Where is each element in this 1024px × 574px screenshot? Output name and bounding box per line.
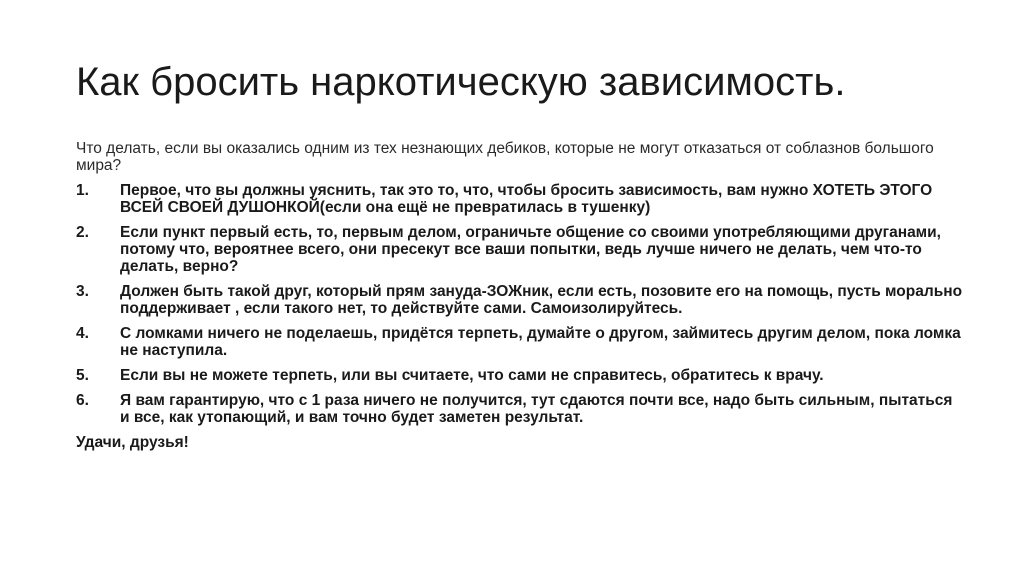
list-item-number: 4.	[76, 325, 89, 342]
list-item-text: Я вам гарантирую, что с 1 раза ничего не получится, тут сдаются почти все, надо быть сильным, пытаться и все, как утопающий, и вам точно будет заметен результат.	[120, 392, 953, 426]
list-item	[76, 325, 966, 359]
slide-content	[76, 140, 966, 451]
list-item	[76, 283, 966, 317]
list-item	[76, 224, 966, 275]
closing-text: Удачи, друзья!	[76, 434, 189, 451]
list-item-number: 3.	[76, 283, 89, 300]
list-item-number: 6.	[76, 392, 89, 409]
list-item-text: Если вы не можете терпеть, или вы считаете, что сами не справитесь, обратитесь к врачу.	[120, 367, 824, 384]
list-item-number: 5.	[76, 367, 89, 384]
list-item-text: Первое, что вы должны уяснить, так это то, что, чтобы бросить зависимость, вам нужно ХОТЕТЬ ЭТОГО ВСЕЙ СВОЕЙ ДУШОНКОЙ(если она ещё не превратилась в тушенку)	[120, 182, 933, 216]
list-item-number: 2.	[76, 224, 89, 241]
list-item	[76, 392, 966, 426]
list-item	[76, 367, 966, 384]
list-item	[76, 182, 966, 216]
slide-title: Как бросить наркотическую зависимость.	[76, 60, 846, 104]
steps-list	[76, 182, 966, 426]
list-item-text: Если пункт первый есть, то, первым делом, ограничьте общение со своими употребляющими друганами, потому что, вероятнее всего, они пресекут все ваши попытки, ведь лучше ничего не делать, чем что-то делать, верно?	[120, 224, 941, 275]
list-item-number: 1.	[76, 182, 89, 199]
intro-paragraph: Что делать, если вы оказались одним из тех незнающих дебиков, которые не могут отказаться от соблазнов большого мира?	[76, 140, 934, 174]
list-item-text: С ломками ничего не поделаешь, придётся терпеть, думайте о другом, займитесь другим делом, пока ломка не наступила.	[120, 325, 961, 359]
list-item-text: Должен быть такой друг, который прям зануда-ЗОЖник, если есть, позовите его на помощь, пусть морально поддерживает , если такого нет, то действуйте сами. Самоизолируйтесь.	[120, 283, 963, 317]
